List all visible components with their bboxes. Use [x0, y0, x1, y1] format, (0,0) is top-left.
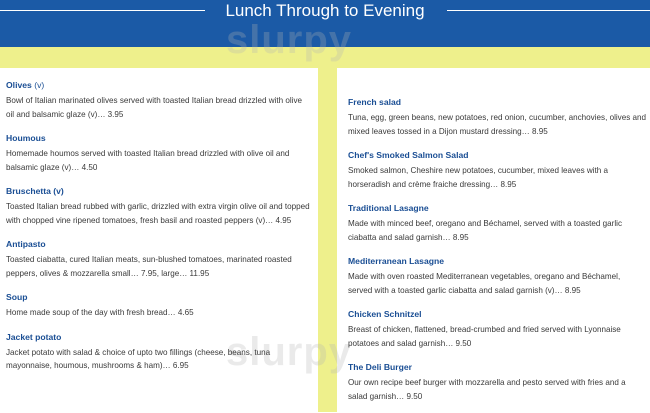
page-title-text: Lunch Through to Evening: [225, 1, 425, 20]
menu-item: [6, 131, 312, 174]
menu-item: [6, 78, 312, 121]
menu-item-description: Smoked salmon, Cheshire new potatoes, cucumber, mixed leaves with a horseradish and crème fraiche dressing… 8.95: [348, 166, 609, 189]
menu-item-description: Made with minced beef, oregano and Béchamel, served with a toasted garlic ciabatta and salad garnish… 8.95: [348, 219, 622, 242]
menu-item: [348, 201, 646, 244]
menu-item-name: Olives: [6, 80, 32, 90]
menu-item-name: French salad: [348, 97, 402, 107]
menu-item-name: Chicken Schnitzel: [348, 309, 422, 319]
menu-item: [6, 237, 312, 280]
menu-item-description: Breast of chicken, flattened, bread-crumbed and fried served with Lyonnaise potatoes and salad garnish… 9.50: [348, 325, 621, 348]
menu-item-description: Toasted ciabatta, cured Italian meats, sun-blushed tomatoes, marinated roasted peppers, olives & mozzarella small… 7.95, large… 11.95: [6, 255, 292, 278]
menu-item-description: Homemade houmos served with toasted Italian bread drizzled with olive oil and balsamic glaze (v)… 4.50: [6, 149, 290, 172]
menu-column-left: [6, 78, 312, 383]
menu-item-description: Jacket potato with salad & choice of upto two fillings (cheese, beans, tuna mayonnaise, houmous, mushrooms & ham)… 6.95: [6, 347, 271, 370]
menu-item: [348, 148, 646, 191]
menu-item-name: Traditional Lasagne: [348, 203, 429, 213]
menu-item: [6, 290, 312, 320]
menu-item: [6, 184, 312, 227]
menu-item-name: Mediterranean Lasagne: [348, 256, 444, 266]
menu-item-description: Home made soup of the day with fresh bread… 4.65: [6, 308, 194, 317]
watermark-logo: slurpy: [226, 330, 353, 374]
menu-item-diet: (v): [34, 80, 45, 90]
menu-item-name: Soup: [6, 292, 28, 302]
menu-item-name: Bruschetta (v): [6, 186, 64, 196]
menu-item-name: Jacket potato: [6, 331, 62, 342]
menu-item: [348, 307, 646, 350]
menu-item: [348, 95, 646, 138]
menu-item-name: Houmous: [6, 133, 46, 143]
menu-item-description: Toasted Italian bread rubbed with garlic, drizzled with extra virgin olive oil and topped with chopped vine ripened tomatoes, fresh basil and roasted peppers (v)… 4.95: [6, 202, 310, 225]
menu-item-description: Tuna, egg, green beans, new potatoes, red onion, cucumber, anchovies, olives and mixed leaves tossed in a Dijon mustard dressing… 8.95: [348, 113, 647, 136]
menu-item: [6, 330, 312, 373]
menu-column-right: [348, 95, 646, 413]
watermark-logo: slurpy: [226, 18, 353, 62]
menu-item-name: Antipasto: [6, 239, 46, 249]
menu-item: [348, 360, 646, 403]
menu-item-description: Bowl of Italian marinated olives served with toasted Italian bread drizzled with olive oil and balsamic glaze (v)… 3.95: [6, 96, 303, 119]
menu-item-name: Chef's Smoked Salmon Salad: [348, 150, 469, 160]
menu-item: [348, 254, 646, 297]
menu-item-name: The Deli Burger: [348, 362, 412, 372]
menu-item-description: Made with oven roasted Mediterranean vegetables, oregano and Béchamel, served with a toasted garlic ciabatta and salad garnish (v)… 8.95: [348, 272, 621, 295]
menu-item-description: Our own recipe beef burger with mozzarella and pesto served with fries and a salad garnish… 9.50: [348, 378, 626, 401]
